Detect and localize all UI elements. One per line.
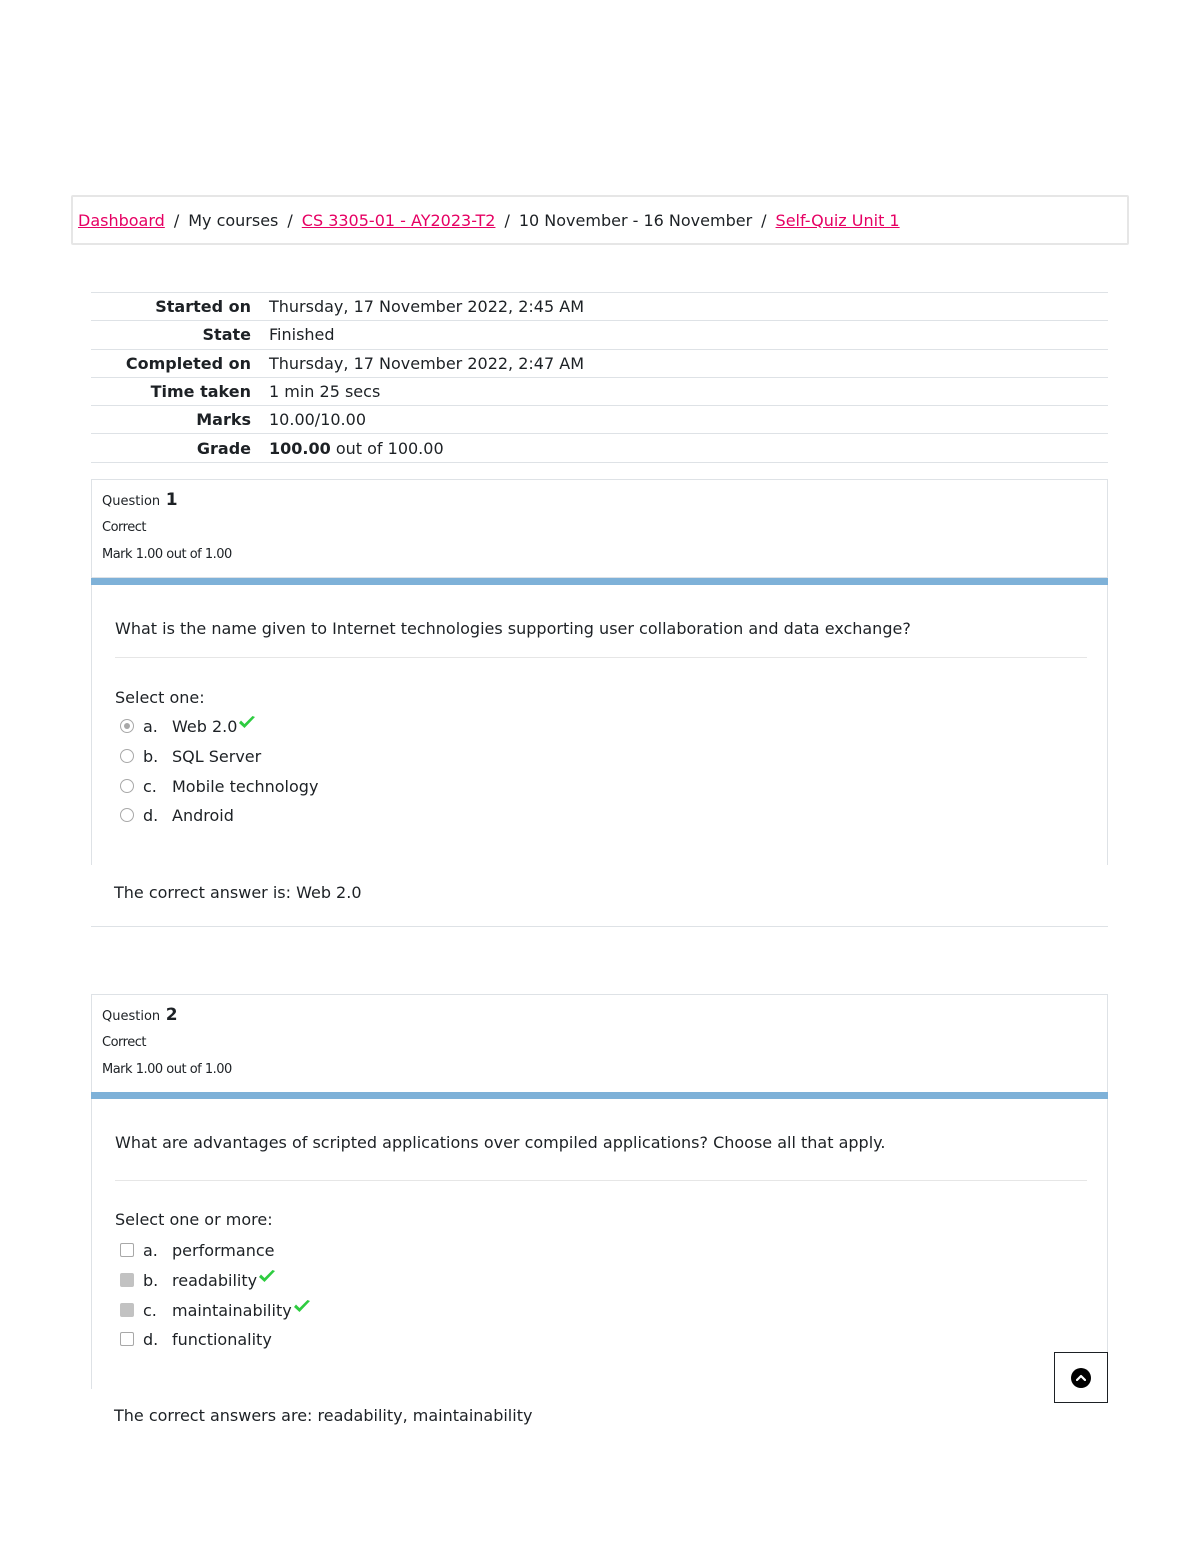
answer-option[interactable] [120, 714, 256, 738]
summary-value: Thursday, 17 November 2022, 2:45 AM [269, 297, 584, 317]
checkbox[interactable] [120, 1273, 134, 1287]
breadcrumb-separator: / [173, 210, 180, 230]
question-mark: Mark 1.00 out of 1.00 [102, 1062, 232, 1077]
question-number: Question 2 [102, 1005, 178, 1025]
answer-letter: c. [143, 1300, 157, 1320]
question-content-2 [91, 1099, 1108, 1389]
answer-letter: d. [143, 805, 159, 825]
question-state: Correct [102, 520, 146, 535]
answer-letter: a. [143, 716, 158, 736]
breadcrumb-quiz-link[interactable]: Self-Quiz Unit 1 [775, 210, 900, 230]
answer-letter: b. [143, 746, 159, 766]
question-number: Question 1 [102, 490, 178, 510]
check-icon [258, 1269, 276, 1284]
answer-letter: d. [143, 1329, 159, 1349]
breadcrumb-separator: / [761, 210, 767, 230]
question-text: What is the name given to Internet technologies supporting user collaboration and data exchange? [115, 619, 911, 638]
answer-option[interactable] [120, 744, 261, 768]
summary-value: 10.00/10.00 [269, 410, 366, 430]
answer-option[interactable] [120, 774, 318, 798]
question-number-value: 1 [165, 490, 178, 510]
summary-label: Started on [155, 297, 251, 317]
summary-label: Grade [196, 438, 251, 458]
answer-option[interactable] [120, 1268, 276, 1292]
right-answer-feedback: The correct answer is: Web 2.0 [114, 883, 362, 902]
summary-row-state [91, 321, 1108, 349]
breadcrumb-separator: / [287, 210, 293, 230]
checkbox[interactable] [120, 1332, 134, 1346]
radio-button[interactable] [120, 749, 134, 763]
question-divider [115, 1180, 1087, 1181]
breadcrumb-my-courses: My courses [188, 210, 279, 230]
answer-prompt: Select one or more: [115, 1210, 273, 1229]
answer-option[interactable] [120, 1238, 274, 1262]
answer-letter: c. [143, 776, 157, 796]
summary-value [261, 434, 1108, 462]
breadcrumb [71, 195, 1129, 245]
grade-score: 100.00 [269, 438, 331, 458]
checkbox[interactable] [120, 1303, 134, 1317]
answer-option[interactable] [120, 1298, 311, 1322]
answer-text: maintainability [172, 1300, 292, 1320]
right-answer-feedback: The correct answers are: readability, maintainability [114, 1406, 533, 1425]
breadcrumb-week: 10 November - 16 November [518, 210, 753, 230]
question-number-value: 2 [165, 1005, 178, 1025]
answer-option[interactable] [120, 803, 234, 827]
summary-label: State [202, 325, 251, 345]
summary-value: Thursday, 17 November 2022, 2:47 AM [269, 353, 584, 373]
summary-label: Time taken [150, 382, 251, 402]
radio-button[interactable] [120, 808, 134, 822]
answer-text: Android [172, 805, 234, 825]
answer-text: functionality [172, 1329, 272, 1349]
summary-row-started [91, 293, 1108, 321]
attempt-summary-table [91, 292, 1108, 463]
answer-letter: b. [143, 1270, 159, 1290]
question-info-1 [91, 479, 1108, 578]
answer-text: SQL Server [172, 746, 262, 766]
answer-prompt: Select one: [115, 688, 205, 707]
question-text: What are advantages of scripted applications over compiled applications? Choose all that apply. [115, 1133, 886, 1152]
answer-text: readability [172, 1270, 258, 1290]
question-accent-bar [91, 1092, 1108, 1099]
breadcrumb-course-link[interactable]: CS 3305-01 - AY2023-T2 [301, 210, 496, 230]
summary-label: Marks [196, 410, 251, 430]
question-divider [115, 657, 1087, 658]
grade-out-of: out of 100.00 [335, 438, 444, 458]
checkbox[interactable] [120, 1243, 134, 1257]
answer-option[interactable] [120, 1327, 272, 1351]
question-mark: Mark 1.00 out of 1.00 [102, 547, 232, 562]
check-icon [238, 715, 256, 730]
summary-row-marks [91, 406, 1108, 434]
chevron-up-icon [1071, 1368, 1091, 1388]
question-accent-bar [91, 578, 1108, 585]
summary-row-completed [91, 349, 1108, 377]
answer-text: Web 2.0 [172, 716, 238, 736]
question-info-2 [91, 994, 1108, 1093]
question-bottom-divider [91, 926, 1108, 927]
question-state: Correct [102, 1035, 146, 1050]
question-content-1 [91, 585, 1108, 865]
breadcrumb-dashboard-link[interactable]: Dashboard [78, 210, 165, 230]
answer-text: performance [172, 1240, 275, 1260]
summary-row-grade [91, 434, 1108, 462]
summary-label: Completed on [125, 353, 251, 373]
summary-row-time-taken [91, 377, 1108, 405]
back-to-top-button[interactable] [1054, 1352, 1108, 1403]
answer-letter: a. [143, 1240, 158, 1260]
radio-button[interactable] [120, 719, 134, 733]
summary-value: 1 min 25 secs [269, 382, 381, 402]
check-icon [293, 1299, 311, 1314]
breadcrumb-separator: / [504, 210, 510, 230]
radio-button[interactable] [120, 779, 134, 793]
summary-value: Finished [269, 325, 335, 345]
answer-text: Mobile technology [172, 776, 319, 796]
